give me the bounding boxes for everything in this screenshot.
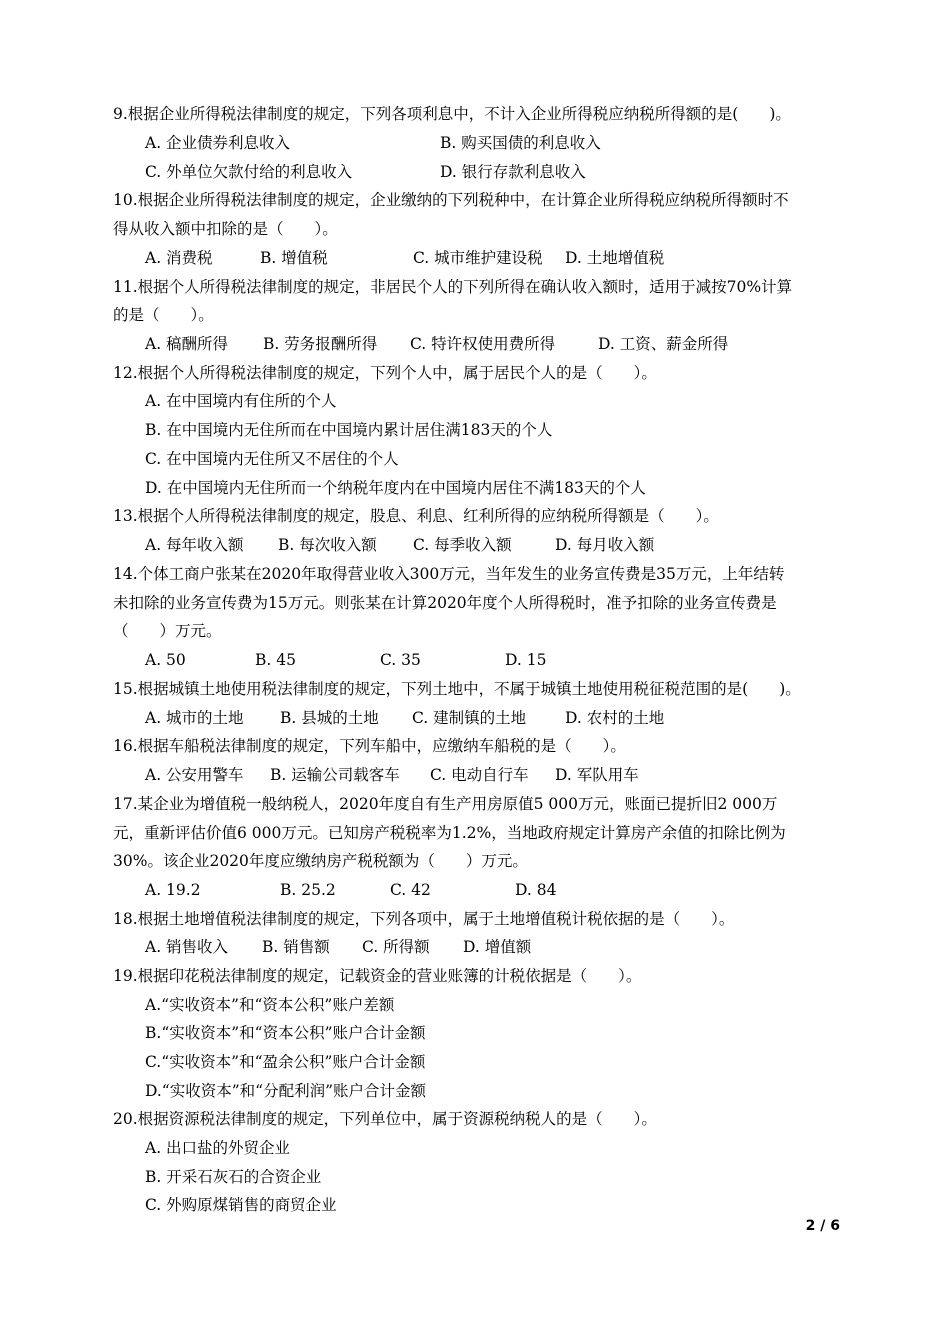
page-number: 2 / 6: [805, 1218, 840, 1234]
question-stem-line: 17.某企业为增值税一般纳税人，2020年度自有生产用房原值5 000万元，账面已提折旧2 000万: [113, 795, 778, 813]
question-stem-line: 18.根据土地增值税法律制度的规定，下列各项中，属于土地增值税计税依据的是（ ）。: [113, 910, 735, 928]
question-stem-line: 元，重新评估价值6 000万元。已知房产税税率为1.2%，当地政府规定计算房产余值的扣除比例为: [113, 824, 786, 842]
answer-option: A. 企业债券利息收入: [145, 134, 291, 152]
answer-option: C. 建制镇的土地: [412, 709, 527, 727]
answer-option: B. 运输公司载客车: [270, 766, 400, 784]
answer-option: A. 稿酬所得: [145, 335, 229, 353]
answer-option: A. 19.2: [145, 881, 201, 899]
answer-option: C. 每季收入额: [413, 536, 512, 554]
question-stem-line: 15.根据城镇土地使用税法律制度的规定，下列土地中，不属于城镇土地使用税征税范围的是( )。: [113, 680, 801, 698]
answer-option: C. 电动自行车: [430, 766, 529, 784]
answer-option: A. 50: [145, 651, 186, 669]
answer-option: C. 外单位欠款付给的利息收入: [145, 163, 353, 181]
question-stem-line: 未扣除的业务宣传费为15万元。则张某在计算2020年度个人所得税时，准予扣除的业务宣传费是: [113, 594, 777, 612]
answer-option: B. 增值税: [260, 249, 328, 267]
answer-option: B. 购买国债的利息收入: [440, 134, 601, 152]
answer-option: D. 每月收入额: [555, 536, 655, 554]
question-stem-line: 16.根据车船税法律制度的规定，下列车船中，应缴纳车船税的是（ ）。: [113, 737, 626, 755]
answer-option: D. 土地增值税: [565, 249, 665, 267]
answer-option: A. 消费税: [145, 249, 213, 267]
answer-option: D. 增值额: [463, 938, 532, 956]
answer-option: B. 县城的土地: [280, 709, 379, 727]
answer-option: B. 25.2: [280, 881, 336, 899]
answer-option: D. 84: [515, 881, 557, 899]
answer-option: C. 外购原煤销售的商贸企业: [145, 1196, 337, 1214]
question-stem-line: 9.根据企业所得税法律制度的规定，下列各项利息中，不计入企业所得税应纳税所得额的是( )。: [113, 105, 791, 123]
question-stem-line: 得从收入额中扣除的是（ ）。: [113, 220, 338, 238]
answer-option: A. 公安用警车: [145, 766, 244, 784]
answer-option: C. 所得额: [362, 938, 430, 956]
question-stem-line: 20.根据资源税法律制度的规定，下列单位中，属于资源税纳税人的是（ ）。: [113, 1110, 657, 1128]
question-stem-line: （ ）万元。: [113, 622, 222, 640]
answer-option: B. 劳务报酬所得: [263, 335, 378, 353]
answer-option: A. 出口盐的外贸企业: [145, 1139, 291, 1157]
answer-option: D. 军队用车: [555, 766, 639, 784]
answer-option: D. 在中国境内无住所而一个纳税年度内在中国境内居住不满183天的个人: [145, 479, 646, 497]
answer-option: C. 在中国境内无住所又不居住的个人: [145, 450, 399, 468]
answer-option: C. 35: [380, 651, 421, 669]
answer-option: B. 销售额: [262, 938, 330, 956]
answer-option: B. 在中国境内无住所而在中国境内累计居住满183天的个人: [145, 421, 553, 439]
answer-option: C.“实收资本”和“盈余公积”账户合计金额: [145, 1053, 426, 1071]
answer-option: D. 工资、薪金所得: [598, 335, 729, 353]
question-stem-line: 19.根据印花税法律制度的规定，记载资金的营业账簿的计税依据是（ ）。: [113, 967, 642, 985]
answer-option: D. 银行存款利息收入: [440, 163, 586, 181]
answer-option: A.“实收资本”和“资本公积”账户差额: [145, 996, 395, 1014]
question-stem-line: 30%。该企业2020年度应缴纳房产税税额为（ ）万元。: [113, 852, 528, 870]
answer-option: D.“实收资本”和“分配利润”账户合计金额: [145, 1082, 426, 1100]
question-stem-line: 14.个体工商户张某在2020年取得营业收入300万元，当年发生的业务宣传费是35万元，上年结转: [113, 565, 785, 583]
answer-option: A. 销售收入: [145, 938, 229, 956]
question-stem-line: 11.根据个人所得税法律制度的规定，非居民个人的下列所得在确认收入额时，适用于减按70%计算: [113, 278, 793, 296]
answer-option: A. 在中国境内有住所的个人: [145, 392, 337, 410]
answer-option: B.“实收资本”和“资本公积”账户合计金额: [145, 1024, 426, 1042]
answer-option: C. 特许权使用费所得: [410, 335, 556, 353]
answer-option: B. 45: [255, 651, 296, 669]
answer-option: A. 城市的土地: [145, 709, 244, 727]
answer-option: A. 每年收入额: [145, 536, 244, 554]
answer-option: B. 每次收入额: [278, 536, 377, 554]
answer-option: B. 开采石灰石的合资企业: [145, 1168, 322, 1186]
answer-option: D. 农村的土地: [565, 709, 665, 727]
answer-option: C. 城市维护建设税: [413, 249, 543, 267]
question-stem-line: 13.根据个人所得税法律制度的规定，股息、利息、红利所得的应纳税所得额是（ ）。: [113, 507, 719, 525]
question-stem-line: 的是（ ）。: [113, 306, 214, 324]
answer-option: D. 15: [505, 651, 547, 669]
answer-option: C. 42: [390, 881, 431, 899]
question-stem-line: 10.根据企业所得税法律制度的规定，企业缴纳的下列税种中，在计算企业所得税应纳税所得额时不: [113, 191, 789, 209]
question-stem-line: 12.根据个人所得税法律制度的规定，下列个人中，属于居民个人的是（ ）。: [113, 364, 657, 382]
